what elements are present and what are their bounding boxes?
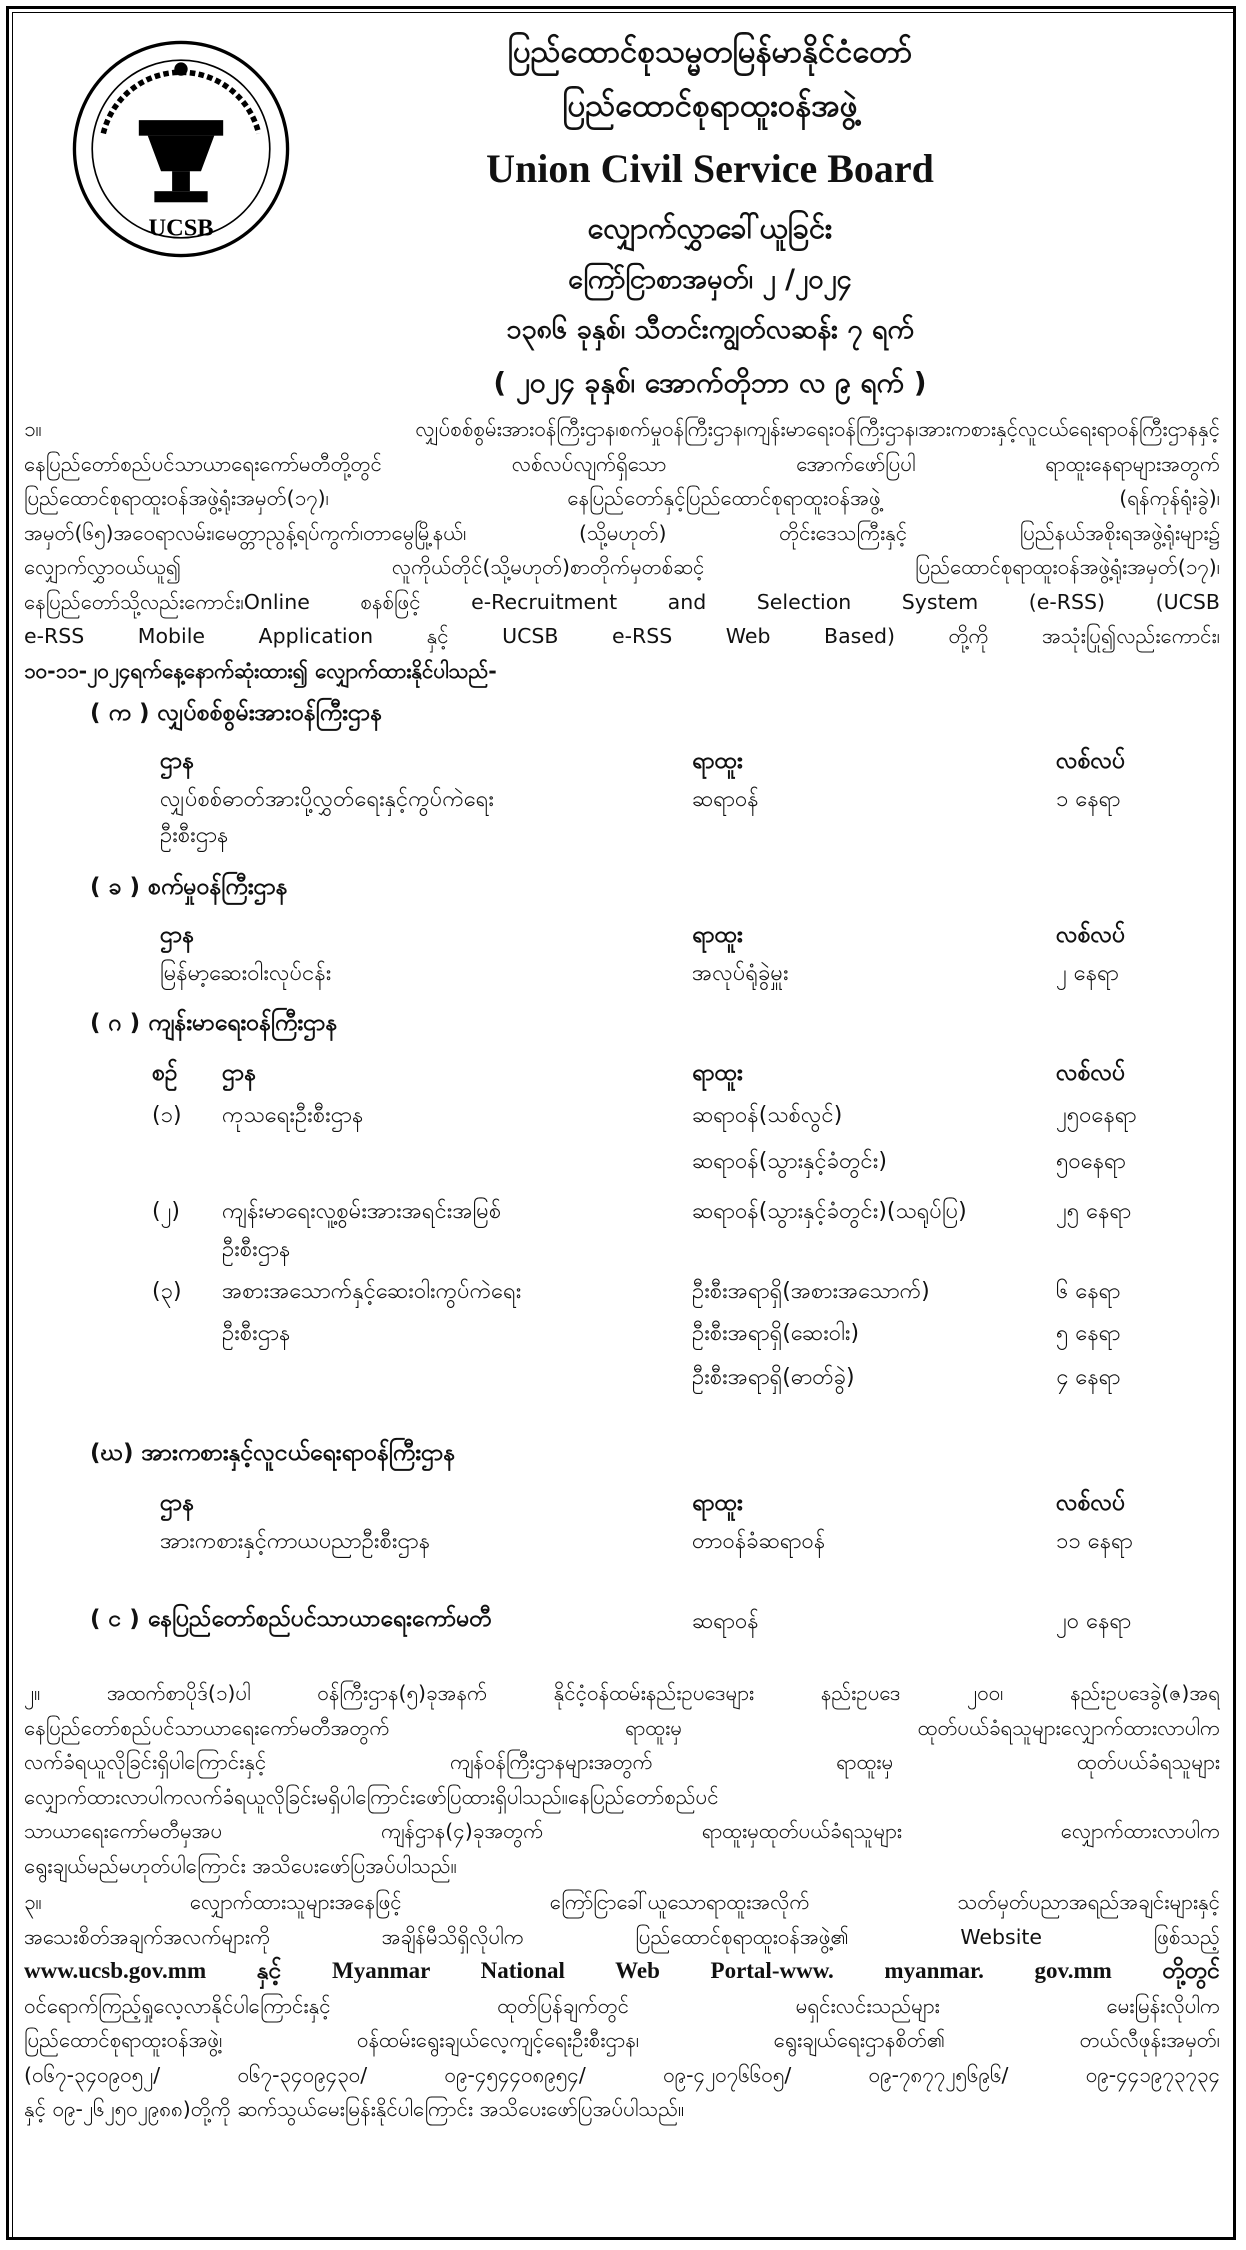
paragraph-1-line: အမှတ်(၆၅)အဝေရာလမ်း၊မေတ္တာညွန့်ရပ်ကွက်၊တာမွေမြို့နယ်၊ (သို့မဟုတ်) တိုင်းဒေသကြီးနှင့် ပြည်နယ်အစိုးရအဖွဲ့ရုံးများ၌ (24, 520, 1220, 545)
paragraph-3-line: အသေးစိတ်အချက်အလက်များကို အချိန်မီသိရှိလိုပါက ပြည်ထောင်စုရာထူးဝန်အဖွဲ့၏ Website ဖြစ်သည့် (24, 1924, 1220, 1949)
section-e-post: ဆရာဝန် (692, 1609, 759, 1634)
section-e-vacancy: ၂၀ နေရာ (1056, 1609, 1132, 1634)
section-c-dept: ကျန်းမာရေးလူ့စွမ်းအားအရင်းအမြစ် (222, 1199, 502, 1224)
section-a-header-post: ရာထူး (692, 748, 743, 774)
section-e-title: ( င ) နေပြည်တော်စည်ပင်သာယာရေးကော်မတီ (90, 1606, 492, 1632)
paragraph-2-line: ၂။ အထက်စာပိုဒ်(၁)ပါ ဝန်ကြီးဌာန(၅)ခုအနက် နိုင်ငံ့ဝန်ထမ်းနည်းဥပဒေများ နည်းဥပဒေ ၂၀၀၊ နည်းဥပဒေခွဲ(ဇ)အရ (24, 1681, 1220, 1705)
paragraph-3-line: ၃။ လျှောက်ထားသူများအနေဖြင့် ကြော်ငြာခေါ်ယူသောရာထူးအလိုက် သတ်မှတ်ပညာအရည်အချင်းများနှင့် (24, 1890, 1220, 1914)
section-c-header-dept: ဌာန (222, 1060, 257, 1086)
paragraph-1-line: နေပြည်တော်စည်ပင်သာယာရေးကော်မတီတို့တွင် လစ်လပ်လျက်ရှိသော အောက်ဖော်ပြပါ ရာထူးနေရာများအတွက် (24, 451, 1220, 476)
section-a-header-vacancy: လစ်လပ် (1056, 748, 1126, 774)
section-c-header-no: စဉ် (152, 1060, 178, 1086)
section-c-post: ဦးစီးအရာရှိ(အစားအသောက်) (692, 1279, 930, 1304)
section-b-header-vacancy: လစ်လပ် (1056, 922, 1126, 948)
section-c-no: (၂) (152, 1199, 180, 1224)
section-c-post: ဦးစီးအရာရှိ(ဓာတ်ခွဲ) (692, 1365, 855, 1390)
section-c-vacancy: ၅ နေရာ (1056, 1321, 1121, 1346)
section-a-header-dept: ဌာန (160, 748, 195, 774)
paragraph-1-line: e-RSS Mobile Application နှင့် UCSB e-RSS Web Based) တို့ကို အသုံးပြု၍လည်းကောင်း၊ (24, 624, 1220, 648)
header-date-gregorian: ( ၂၀၂၄ ခုနှစ်၊ အောက်တိုဘာ လ ၉ ရက် ) (493, 366, 927, 399)
section-c-vacancy: ၂၅ နေရာ (1056, 1199, 1132, 1224)
header-country: ပြည်ထောင်စုသမ္မတမြန်မာနိုင်ငံတော် (507, 34, 913, 70)
section-b-header-post: ရာထူး (692, 922, 743, 948)
phone-numbers-line: (၀၆၇-၃၄၀၉၀၅၂/ ၀၆၇-၃၄၀၉၄၃၀/ ၀၉-၄၅၄၄၀၈၉၅၄/ ၀၉-၄၂၀၇၆၆၀၅/ ၀၉-၇၈၇၇၂၅၆၉၆/ ၀၉-၄၄၁၉၇၃၇၃၄ (24, 2062, 1220, 2087)
website-links-line[interactable]: www.ucsb.gov.mm နှင့် Myanmar National Web Portal-www. myanmar. gov.mm တို့တွင် (24, 1958, 1220, 1983)
section-c-vacancy: ၄ နေရာ (1056, 1365, 1121, 1390)
section-d-post: တာဝန်ခံဆရာဝန် (692, 1529, 826, 1554)
paragraph-1-line: နေပြည်တော်သို့လည်းကောင်း၊Online စနစ်ဖြင့် e-Recruitment and Selection System (e-RSS) (UCSB (24, 589, 1220, 614)
section-c-header-post: ရာထူး (692, 1060, 743, 1086)
section-c-post: ဆရာဝန်(သွားနှင့်ခံတွင်း)(သရုပ်ပြ) (692, 1199, 967, 1224)
ucsb-seal-logo (70, 38, 292, 260)
paragraph-3-line: နှင့် ၀၉-၂၆၂၅၀၂၉၈၈)တို့ကို ဆက်သွယ်မေးမြန်းနိုင်ပါကြောင်း အသိပေးဖော်ပြအပ်ပါသည်။ (24, 2097, 685, 2121)
section-b-vacancy: ၂ နေရာ (1056, 961, 1119, 986)
section-d-dept: အားကစားနှင့်ကာယပညာဦးစီးဌာန (160, 1529, 431, 1554)
section-c-vacancy: ၂၅၀နေရာ (1056, 1103, 1137, 1128)
paragraph-3-line: ဝင်ရောက်ကြည့်ရှုလေ့လာနိုင်ပါကြောင်းနှင့် ထုတ်ပြန်ချက်တွင် မရှင်းလင်းသည်များ မေးမြန်းလိုပါက (24, 1993, 1220, 2018)
section-c-post: ဆရာဝန်(သွားနှင့်ခံတွင်း) (692, 1149, 887, 1174)
header-board-mm: ပြည်ထောင်စုရာထူးဝန်အဖွဲ့ (562, 88, 858, 124)
section-c-no: (၁) (152, 1103, 182, 1128)
paragraph-2 (24, 1676, 1220, 1883)
section-c-vacancy: ၆ နေရာ (1056, 1279, 1121, 1304)
section-a-vacancy: ၁ နေရာ (1056, 787, 1121, 812)
paragraph-1-line: လျှောက်လွှာဝယ်ယူ၍ လူကိုယ်တိုင်(သို့မဟုတ်)စာတိုက်မှတစ်ဆင့် ပြည်ထောင်စုရာထူးဝန်အဖွဲ့ရုံးအမှတ်(၁၇)၊ (24, 555, 1220, 579)
section-a-post: ဆရာဝန် (692, 787, 759, 812)
section-c-title: ( ဂ ) ကျန်းမာရေးဝန်ကြီးဌာန (90, 1010, 338, 1036)
section-b-header-dept: ဌာန (160, 922, 195, 948)
header-date-myanmar: ၁၃၈၆ ခုနှစ်၊ သီတင်းကျွတ်လဆန်း ၇ ရက် (506, 314, 914, 345)
paragraph-2-line: သာယာရေးကော်မတီမှအပ ကျန်ဌာန(၄)ခုအတွက် ရာထူးမှထုတ်ပယ်ခံရသူများ လျှောက်ထားလာပါက (24, 1819, 1220, 1843)
section-b-dept: မြန်မာ့ဆေးဝါးလုပ်ငန်း (160, 961, 332, 986)
section-c-vacancy: ၅၀နေရာ (1056, 1149, 1126, 1174)
paragraph-1 (24, 412, 1220, 688)
paragraph-1-line: ပြည်ထောင်စုရာထူးဝန်အဖွဲ့ရုံးအမှတ်(၁၇)၊ နေပြည်တော်နှင့်ပြည်ထောင်စုရာထူးဝန်အဖွဲ့ (ရန်ကုန်ရုံးခွဲ)၊ (24, 486, 1220, 510)
paragraph-2-line: ရွေးချယ်မည်မဟုတ်ပါကြောင်း အသိပေးဖော်ပြအပ်ပါသည်။ (24, 1853, 457, 1878)
section-c-no: (၃) (152, 1279, 182, 1304)
section-c-dept: ဦးစီးဌာန (222, 1237, 291, 1262)
section-c-post: ဦးစီးအရာရှိ(ဆေးဝါး) (692, 1321, 860, 1346)
section-c-header-vacancy: လစ်လပ် (1056, 1060, 1126, 1086)
paragraph-2-line: လျှောက်ထားလာပါကလက်ခံရယူလိုခြင်းမရှိပါကြောင်းဖော်ပြထားရှိပါသည်။နေပြည်တော်စည်ပင် (24, 1784, 719, 1809)
section-d-vacancy: ၁၁ နေရာ (1056, 1529, 1133, 1554)
section-d-header-vacancy: လစ်လပ် (1056, 1490, 1126, 1516)
paragraph-3-line: ပြည်ထောင်စုရာထူးဝန်အဖွဲ့၊ ဝန်ထမ်းရွေးချယ်လေ့ကျင့်ရေးဦးစီးဌာန၊ ရွေးချယ်ရေးဌာနစိတ်၏ တယ်လီဖုန်းအမှတ်၊ (24, 2028, 1220, 2052)
header-notice-number: ကြော်ငြာစာအမှတ်၊ ၂ /၂၀၂၄ (568, 264, 852, 295)
section-b-title: ( ခ ) စက်မှုဝန်ကြီးဌာန (90, 874, 288, 900)
section-d-title: (ဃ) အားကစားနှင့်လူငယ်ရေးရာဝန်ကြီးဌာန (90, 1440, 456, 1466)
svg-text:UCSB: UCSB (148, 214, 214, 242)
section-a-dept: ဦးစီးဌာန (160, 823, 229, 848)
paragraph-2-line: လက်ခံရယူလိုခြင်းရှိပါကြောင်းနှင့် ကျန်ဝန်ကြီးဌာနများအတွက် ရာထူးမှ ထုတ်ပယ်ခံရသူများ (24, 1750, 1220, 1774)
section-b-post: အလုပ်ရုံခွဲမှူး (692, 961, 789, 986)
paragraph-3 (24, 1885, 1220, 2127)
header-call-for-applications: လျှောက်လွှာခေါ်ယူခြင်း (587, 211, 833, 245)
section-a-title: ( က ) လျှပ်စစ်စွမ်းအားဝန်ကြီးဌာန (90, 700, 383, 726)
section-c-dept: ကုသရေးဦးစီးဌာန (222, 1103, 364, 1128)
header-board-en: Union Civil Service Board (486, 146, 934, 191)
paragraph-1-line: ၁၀-၁၁-၂၀၂၄ရက်နေ့နောက်ဆုံးထား၍ လျှောက်ထားနိုင်ပါသည်- (24, 658, 497, 683)
section-d-header-post: ရာထူး (692, 1490, 743, 1516)
section-c-post: ဆရာဝန်(သစ်လွင်) (692, 1103, 843, 1128)
section-c-dept: ဦးစီးဌာန (222, 1321, 291, 1346)
section-a-dept: လျှပ်စစ်ဓာတ်အားပို့လွှတ်ရေးနှင့်ကွပ်ကဲရေး (160, 787, 495, 812)
paragraph-2-line: နေပြည်တော်စည်ပင်သာယာရေးကော်မတီအတွက် ရာထူးမှ ထုတ်ပယ်ခံရသူများလျှောက်ထားလာပါက (24, 1715, 1220, 1740)
paragraph-1-line: ၁။ လျှပ်စစ်စွမ်းအားဝန်ကြီးဌာန၊စက်မှုဝန်ကြီးဌာန၊ကျန်းမာရေးဝန်ကြီးဌာန၊အားကစားနှင့်လူငယ်ရေးရာဝန်ကြီးဌာနနှင့် (24, 417, 1220, 441)
section-d-header-dept: ဌာန (160, 1490, 195, 1516)
section-c-dept: အစားအသောက်နှင့်ဆေးဝါးကွပ်ကဲရေး (222, 1279, 522, 1304)
